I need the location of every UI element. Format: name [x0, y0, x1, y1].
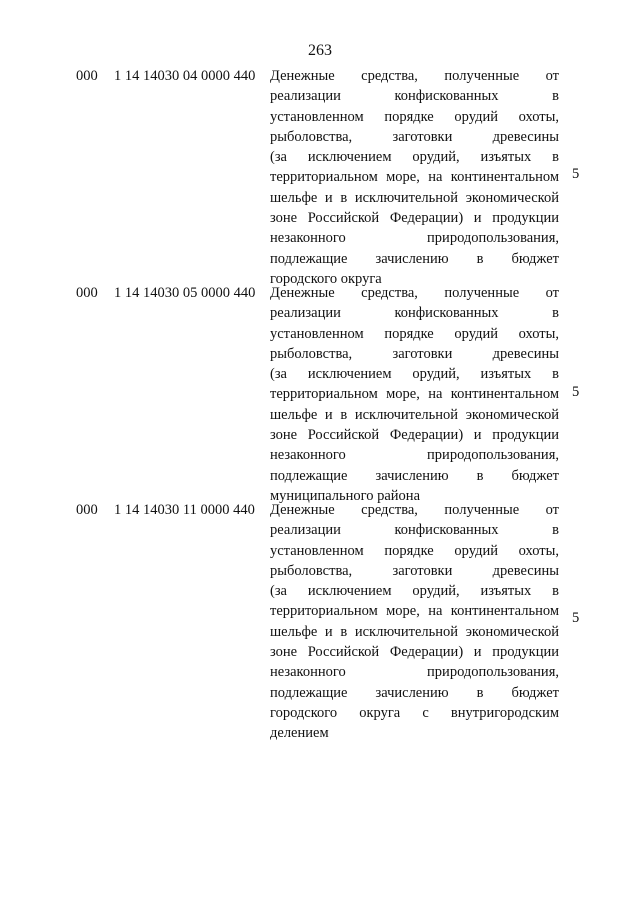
description-line: рыболовства, заготовки древесины: [270, 128, 559, 145]
description-line: зоне Российской Федерации) и продукции: [270, 427, 559, 444]
description-line: шельфе и в исключительной экономической: [270, 623, 559, 640]
description-line: территориальном море, на континентальном: [270, 386, 559, 403]
budget-code-entry: [0, 66, 640, 290]
income-description: [270, 500, 559, 744]
income-description: [270, 283, 559, 506]
description-line: зоне Российской Федерации) и продукции: [270, 644, 559, 661]
description-line: Денежные средства, полученные от: [270, 502, 559, 518]
description-line: (за исключением орудий, изъятых в: [270, 366, 559, 383]
side-number: 5: [572, 384, 580, 400]
kbk-code: 1 14 14030 11 0000 440: [114, 502, 255, 518]
description-line: незаконного природопользования,: [270, 230, 559, 247]
description-line: реализации конфискованных в: [270, 88, 559, 105]
description-line: делением: [270, 725, 329, 742]
page-number: 263: [308, 42, 332, 59]
description-line: Денежные средства, полученные от: [270, 68, 559, 84]
description-line: шельфе и в исключительной экономической: [270, 189, 559, 206]
description-line: городского округа: [270, 270, 382, 287]
description-line: рыболовства, заготовки древесины: [270, 345, 559, 362]
admin-code: 000: [76, 285, 98, 301]
description-line: незаконного природопользования,: [270, 447, 559, 464]
description-line: незаконного природопользования,: [270, 664, 559, 681]
admin-code: 000: [76, 68, 98, 84]
description-line: установленном порядке орудий охоты,: [270, 542, 559, 559]
budget-code-entry: [0, 500, 640, 745]
description-line: (за исключением орудий, изъятых в: [270, 149, 559, 166]
description-line: подлежащие зачислению в бюджет: [270, 467, 559, 484]
description-line: рыболовства, заготовки древесины: [270, 562, 559, 579]
description-line: реализации конфискованных в: [270, 305, 559, 322]
side-number: 5: [572, 610, 580, 626]
kbk-code: 1 14 14030 04 0000 440: [114, 68, 256, 84]
description-line: установленном порядке орудий охоты,: [270, 325, 559, 342]
description-line: шельфе и в исключительной экономической: [270, 406, 559, 423]
side-number: 5: [572, 166, 580, 182]
budget-code-entry: [0, 283, 640, 507]
description-line: (за исключением орудий, изъятых в: [270, 583, 559, 600]
description-line: городского округа с внутригородским: [270, 704, 559, 721]
description-line: муниципального района: [270, 487, 420, 504]
admin-code: 000: [76, 502, 98, 518]
income-description: [270, 66, 559, 289]
description-line: реализации конфискованных в: [270, 522, 559, 539]
description-line: установленном порядке орудий охоты,: [270, 108, 559, 125]
description-line: Денежные средства, полученные от: [270, 285, 559, 301]
kbk-code: 1 14 14030 05 0000 440: [114, 285, 256, 301]
description-line: подлежащие зачислению в бюджет: [270, 250, 559, 267]
description-line: зоне Российской Федерации) и продукции: [270, 210, 559, 227]
description-line: подлежащие зачислению в бюджет: [270, 684, 559, 701]
description-line: территориальном море, на континентальном: [270, 169, 559, 186]
description-line: территориальном море, на континентальном: [270, 603, 559, 620]
